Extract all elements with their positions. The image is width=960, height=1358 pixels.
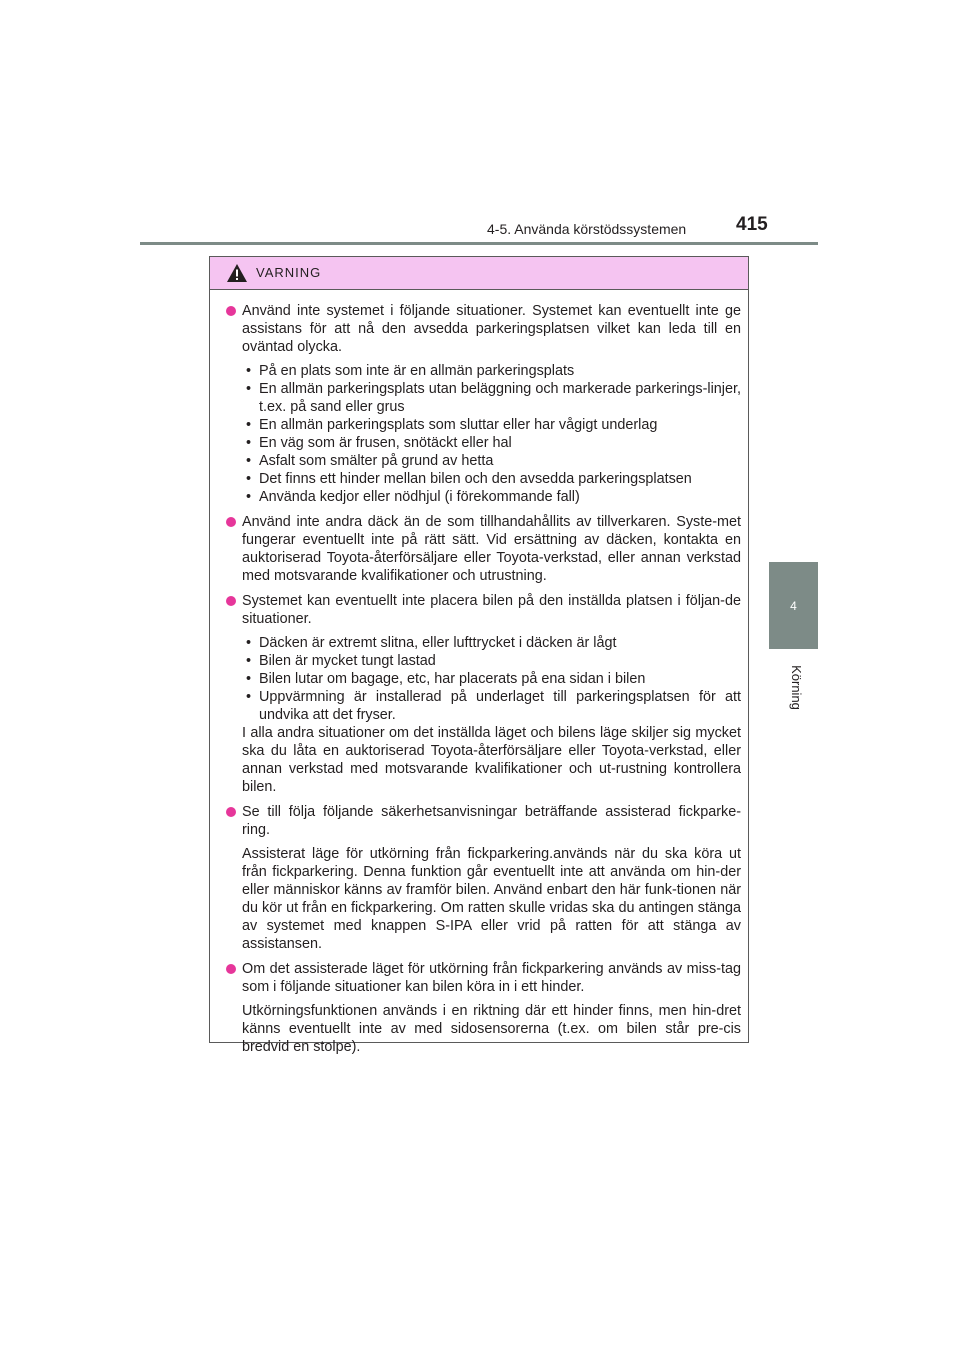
header-rule bbox=[140, 242, 818, 245]
sub-item: • Det finns ett hinder mellan bilen och den avsedda parkeringsplatsen bbox=[242, 470, 741, 488]
bullet-icon bbox=[226, 517, 236, 527]
sub-item: • Bilen lutar om bagage, etc, har placerats på ena sidan i bilen bbox=[242, 670, 741, 688]
chapter-number: 4 bbox=[790, 598, 797, 613]
warning-body bbox=[210, 290, 748, 1056]
page-number: 415 bbox=[736, 214, 768, 235]
item-note: I alla andra situationer om det inställda läget och bilens läge skiljer sig mycket ska du låta en auktoriserad Toyota-återförsäljare eller Toyota-verkstad, eller annan verkstad med motsvarande kvalifikationer och ut-rustning kontrollera bilen. bbox=[242, 725, 741, 795]
sub-item: • Asfalt som smälter på grund av hetta bbox=[242, 452, 741, 470]
bullet-icon bbox=[226, 807, 236, 817]
warning-item bbox=[223, 592, 741, 796]
sub-item: • På en plats som inte är en allmän parkeringsplats bbox=[242, 362, 741, 380]
warning-triangle-icon bbox=[226, 263, 248, 283]
chapter-label-text: Körning bbox=[788, 664, 804, 710]
item-follow: Utkörningsfunktionen används i en riktning där ett hinder finns, men hin-dret känns eventuellt inte av med sidosensorerna (t.ex. om bilen står pre-cis bredvid en stolpe). bbox=[242, 1003, 741, 1055]
header-section-title: 4-5. Använda körstödssystemen bbox=[487, 221, 687, 237]
warning-item bbox=[223, 513, 741, 585]
bullet-icon bbox=[226, 306, 236, 316]
warning-item bbox=[223, 302, 741, 506]
sub-item: • En allmän parkeringsplats utan beläggning och markerade parkerings-linjer, t.ex. på sand eller grus bbox=[242, 380, 741, 416]
item-text: Om det assisterade läget för utkörning från fickparkering används av miss-tag som i följande situationer kan bilen köra in i ett hinder. bbox=[242, 961, 741, 995]
item-text: Se till följa följande säkerhetsanvisningar beträffande assisterad fickparke-ring. bbox=[242, 804, 741, 838]
sub-list bbox=[242, 634, 741, 724]
item-text: Använd inte systemet i följande situationer. Systemet kan eventuellt inte ge assistans för att nå den avsedda parkeringsplatsen vilket kan leda till en oväntad olycka. bbox=[242, 303, 741, 355]
sub-item: • Bilen är mycket tungt lastad bbox=[242, 652, 741, 670]
warning-header bbox=[210, 257, 748, 290]
sub-item: • Däcken är extremt slitna, eller lufttrycket i däcken är lågt bbox=[242, 634, 741, 652]
sub-item: • Använda kedjor eller nödhjul (i förekommande fall) bbox=[242, 488, 741, 506]
bullet-icon bbox=[226, 596, 236, 606]
item-text: Systemet kan eventuellt inte placera bilen på den inställda platsen i följan-de situationer. bbox=[242, 593, 741, 627]
bullet-icon bbox=[226, 964, 236, 974]
sub-list bbox=[242, 362, 741, 506]
item-follow: Assisterat läge för utkörning från fickparkering.används när du ska köra ut från fickparkering. Denna funktion går eventuellt inte att använda om hin-der eller människor känns av framför bilen. Använd enbart den här funk-tionen när du kör ut från en fickparkering. Om ratten skulle vridas ska du antingen stänga av systemet med knappen S-IPA eller vrid på ratten för att stänga av assistansen. bbox=[242, 846, 741, 952]
sub-item: • En väg som är frusen, snötäckt eller hal bbox=[242, 434, 741, 452]
warning-box bbox=[209, 256, 749, 1055]
warning-title: VARNING bbox=[256, 265, 322, 280]
chapter-label bbox=[781, 657, 811, 717]
chapter-tab bbox=[769, 562, 818, 649]
item-text: Använd inte andra däck än de som tillhandahållits av tillverkaren. Syste-met fungerar eventuellt inte på rätt sätt. Vid ersättning av däcken, kontakta en auktoriserad Toyota-återförsäljare eller Toyota-verkstad, eller annan verkstad med motsvarande kvalifikationer och utrustning. bbox=[242, 514, 741, 584]
sub-item: • En allmän parkeringsplats som sluttar eller har vågigt underlag bbox=[242, 416, 741, 434]
warning-item bbox=[223, 803, 741, 953]
sub-item: • Uppvärmning är installerad på underlaget till parkeringsplatsen för att undvika att det fryser. bbox=[242, 688, 741, 724]
warning-item bbox=[223, 960, 741, 1056]
